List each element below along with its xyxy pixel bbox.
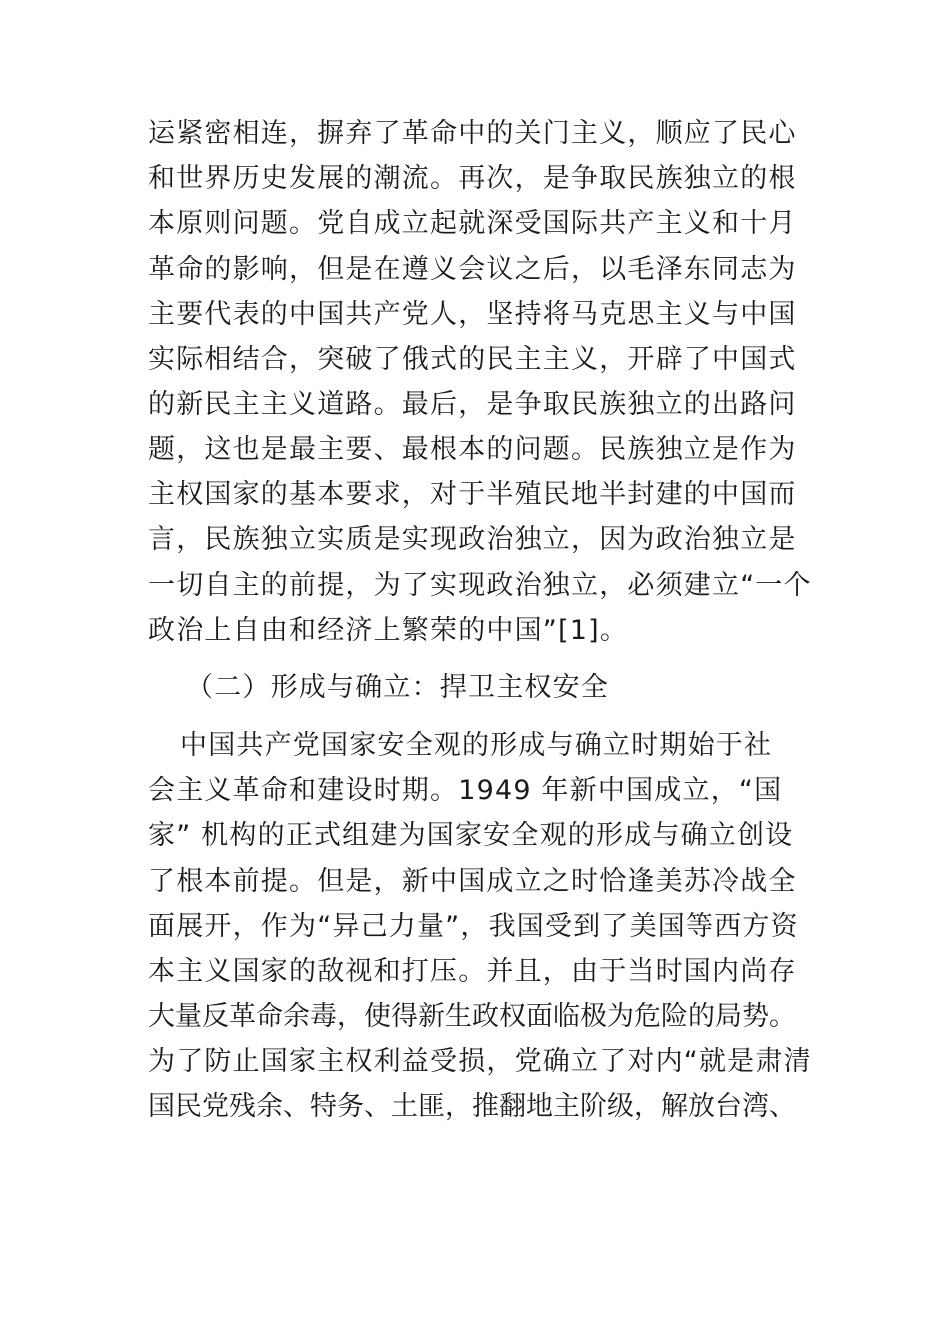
paragraph-line-2: 和世界历史发展的潮流。再次，是争取民族独立的根	[148, 163, 797, 194]
paragraph-line-10: 言，民族独立实质是实现政治独立，因为政治独立是	[148, 524, 797, 555]
paragraph2-line-2: 会主义革命和建设时期。1949 年新中国成立，“国	[148, 775, 783, 806]
paragraph2-line-8: 为了防止国家主权利益受损，党确立了对内“就是肃清	[148, 1046, 812, 1077]
paragraph-line-7: 的新民主主义道路。最后，是争取民族独立的出路问	[148, 389, 797, 420]
paragraph2-line-6: 本主义国家的敌视和打压。并且，由于当时国内尚存	[148, 956, 797, 987]
section-heading: （二）形成与确立：捍卫主权安全	[186, 672, 609, 703]
paragraph2-line-1: 中国共产党国家安全观的形成与确立时期始于社	[180, 730, 773, 761]
paragraph2-line-9: 国民党残余、特务、土匪，推翻地主阶级，解放台湾、	[148, 1091, 796, 1122]
paragraph-line-12: 政治上自由和经济上繁荣的中国”[1]。	[148, 615, 629, 646]
paragraph2-line-4: 了根本前提。但是，新中国成立之时恰逢美苏冷战全	[148, 866, 797, 897]
paragraph-line-8: 题，这也是最主要、最根本的问题。民族独立是作为	[148, 434, 797, 465]
paragraph-line-1: 运紧密相连，摒弃了革命中的关门主义，顺应了民心	[148, 118, 797, 149]
paragraph-line-11: 一切自主的前提，为了实现政治独立，必须建立“一个	[148, 570, 812, 601]
paragraph-line-4: 革命的影响，但是在遵义会议之后，以毛泽东同志为	[148, 254, 797, 285]
paragraph2-line-3: 家” 机构的正式组建为国家安全观的形成与确立创设	[148, 820, 794, 851]
paragraph2-line-7: 大量反革命余毒，使得新生政权面临极为危险的局势。	[148, 1001, 796, 1032]
paragraph-line-5: 主要代表的中国共产党人，坚持将马克思主义与中国	[148, 299, 797, 330]
paragraph-line-3: 本原则问题。党自成立起就深受国际共产主义和十月	[148, 208, 797, 239]
paragraph2-line-5: 面展开，作为“异己力量”，我国受到了美国等西方资	[148, 911, 799, 942]
paragraph-line-6: 实际相结合，突破了俄式的民主主义，开辟了中国式	[148, 344, 797, 375]
paragraph-line-9: 主权国家的基本要求，对于半殖民地半封建的中国而	[148, 479, 797, 510]
